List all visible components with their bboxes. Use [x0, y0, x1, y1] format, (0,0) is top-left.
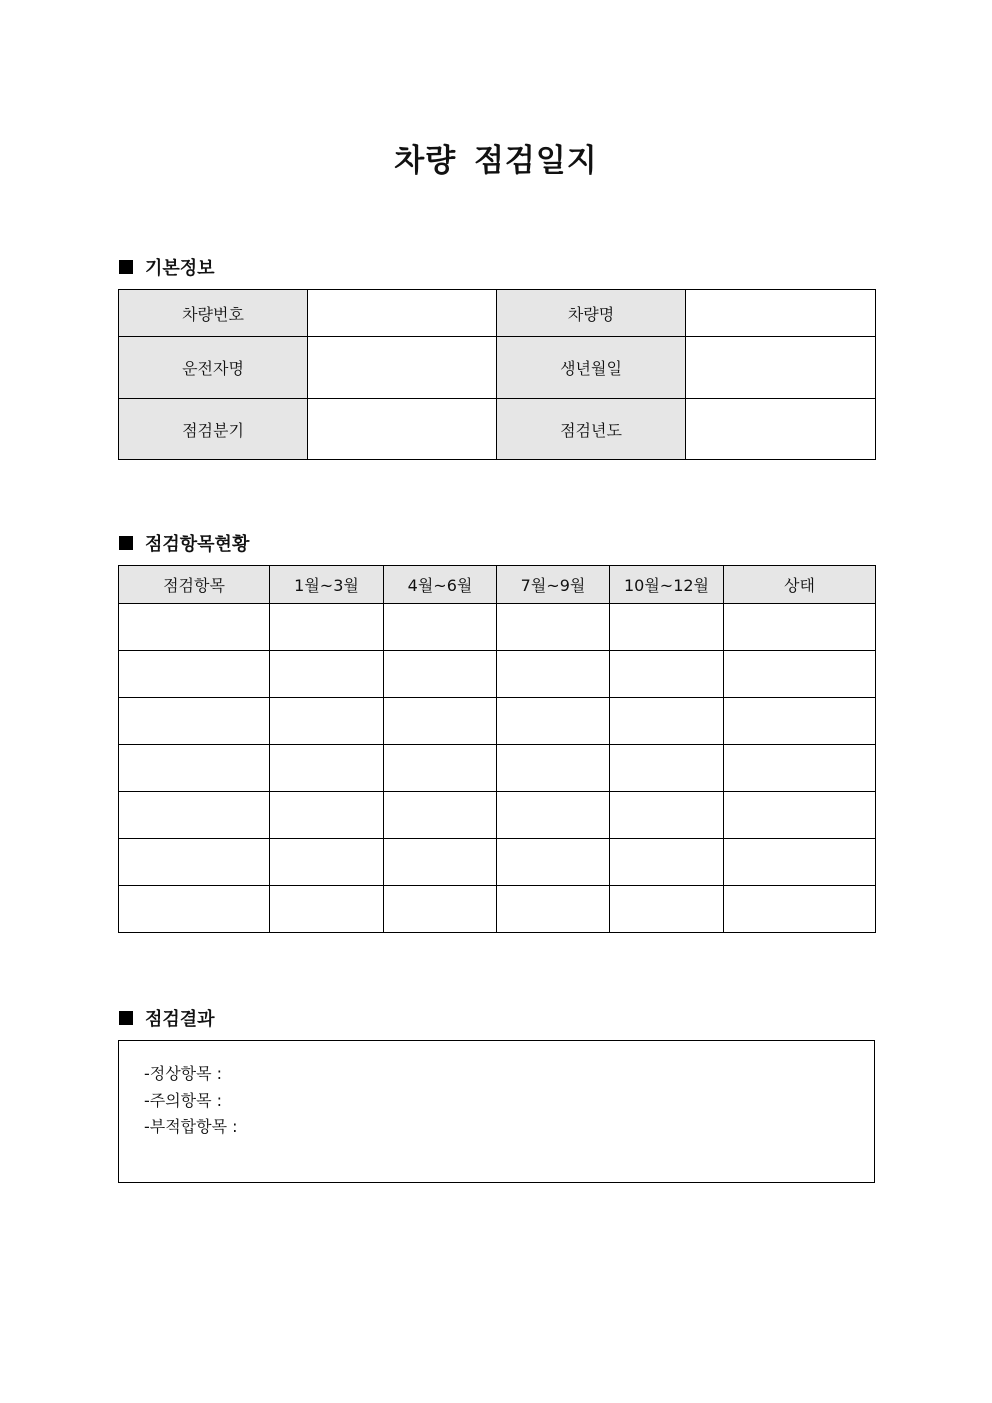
section-heading-label: 기본정보: [145, 258, 215, 279]
column-header-q4: 10월~12월: [610, 566, 724, 604]
table-cell[interactable]: [119, 745, 270, 792]
column-header-q1: 1월~3월: [270, 566, 384, 604]
table-cell[interactable]: [384, 698, 497, 745]
vehicle-number-label: 차량번호: [119, 290, 308, 337]
table-cell[interactable]: [497, 698, 610, 745]
table-cell[interactable]: [384, 604, 497, 651]
inspection-quarter-label: 점검분기: [119, 399, 308, 460]
table-cell[interactable]: [497, 604, 610, 651]
table-row: [119, 337, 876, 399]
section-heading-basic-info: [119, 254, 215, 280]
table-row: [119, 698, 876, 745]
table-cell[interactable]: [497, 792, 610, 839]
table-row: [119, 792, 876, 839]
inspection-quarter-field[interactable]: [308, 399, 497, 460]
results-box[interactable]: [118, 1040, 875, 1183]
inspection-year-label: 점검년도: [497, 399, 686, 460]
table-cell[interactable]: [724, 604, 876, 651]
birth-date-field[interactable]: [686, 337, 876, 399]
table-cell[interactable]: [724, 839, 876, 886]
vehicle-name-field[interactable]: [686, 290, 876, 337]
table-cell[interactable]: [610, 604, 724, 651]
table-cell[interactable]: [384, 886, 497, 933]
birth-date-label: 생년월일: [497, 337, 686, 399]
column-header-q2: 4월~6월: [384, 566, 497, 604]
square-bullet-icon: [119, 260, 133, 274]
table-cell[interactable]: [119, 886, 270, 933]
basic-info-table: [118, 289, 876, 460]
table-cell[interactable]: [270, 792, 384, 839]
table-cell[interactable]: [724, 698, 876, 745]
normal-items-line: -정상항목 :: [144, 1064, 223, 1083]
table-cell[interactable]: [270, 886, 384, 933]
table-cell[interactable]: [119, 604, 270, 651]
table-row: [119, 651, 876, 698]
table-cell[interactable]: [119, 792, 270, 839]
table-cell[interactable]: [384, 651, 497, 698]
section-heading-label: 점검결과: [145, 1009, 215, 1030]
table-row: [119, 399, 876, 460]
column-header-item: 점검항목: [119, 566, 270, 604]
table-cell[interactable]: [610, 651, 724, 698]
column-header-q3: 7월~9월: [497, 566, 610, 604]
table-cell[interactable]: [610, 886, 724, 933]
table-row: [119, 839, 876, 886]
table-cell[interactable]: [610, 792, 724, 839]
table-cell[interactable]: [384, 839, 497, 886]
table-cell[interactable]: [610, 745, 724, 792]
table-cell[interactable]: [724, 886, 876, 933]
table-cell[interactable]: [497, 745, 610, 792]
table-cell[interactable]: [119, 839, 270, 886]
table-cell[interactable]: [270, 604, 384, 651]
table-cell[interactable]: [610, 839, 724, 886]
inspection-items-table: [118, 565, 876, 933]
table-cell[interactable]: [119, 698, 270, 745]
vehicle-number-field[interactable]: [308, 290, 497, 337]
page-title: 차량 점검일지: [394, 143, 598, 179]
column-header-status: 상태: [724, 566, 876, 604]
table-cell[interactable]: [270, 651, 384, 698]
table-row: [119, 886, 876, 933]
inspection-year-field[interactable]: [686, 399, 876, 460]
nonconforming-items-line: -부적합항목 :: [144, 1117, 238, 1136]
table-cell[interactable]: [270, 745, 384, 792]
table-cell[interactable]: [497, 886, 610, 933]
table-row: [119, 745, 876, 792]
driver-name-label: 운전자명: [119, 337, 308, 399]
results-lines: [144, 1061, 238, 1141]
table-row: [119, 604, 876, 651]
table-cell[interactable]: [384, 792, 497, 839]
table-cell[interactable]: [270, 698, 384, 745]
table-row: [119, 290, 876, 337]
section-heading-label: 점검항목현황: [145, 534, 250, 555]
driver-name-field[interactable]: [308, 337, 497, 399]
table-cell[interactable]: [610, 698, 724, 745]
section-heading-inspection-items: [119, 530, 249, 556]
table-cell[interactable]: [384, 745, 497, 792]
caution-items-line: -주의항목 :: [144, 1090, 223, 1110]
square-bullet-icon: [119, 536, 133, 550]
section-heading-results: [119, 1005, 215, 1031]
table-cell[interactable]: [119, 651, 270, 698]
table-cell[interactable]: [497, 839, 610, 886]
square-bullet-icon: [119, 1011, 133, 1025]
vehicle-name-label: 차량명: [497, 290, 686, 337]
table-cell[interactable]: [270, 839, 384, 886]
table-header-row: [119, 566, 876, 604]
table-cell[interactable]: [724, 651, 876, 698]
table-cell[interactable]: [724, 792, 876, 839]
table-cell[interactable]: [724, 745, 876, 792]
table-cell[interactable]: [497, 651, 610, 698]
